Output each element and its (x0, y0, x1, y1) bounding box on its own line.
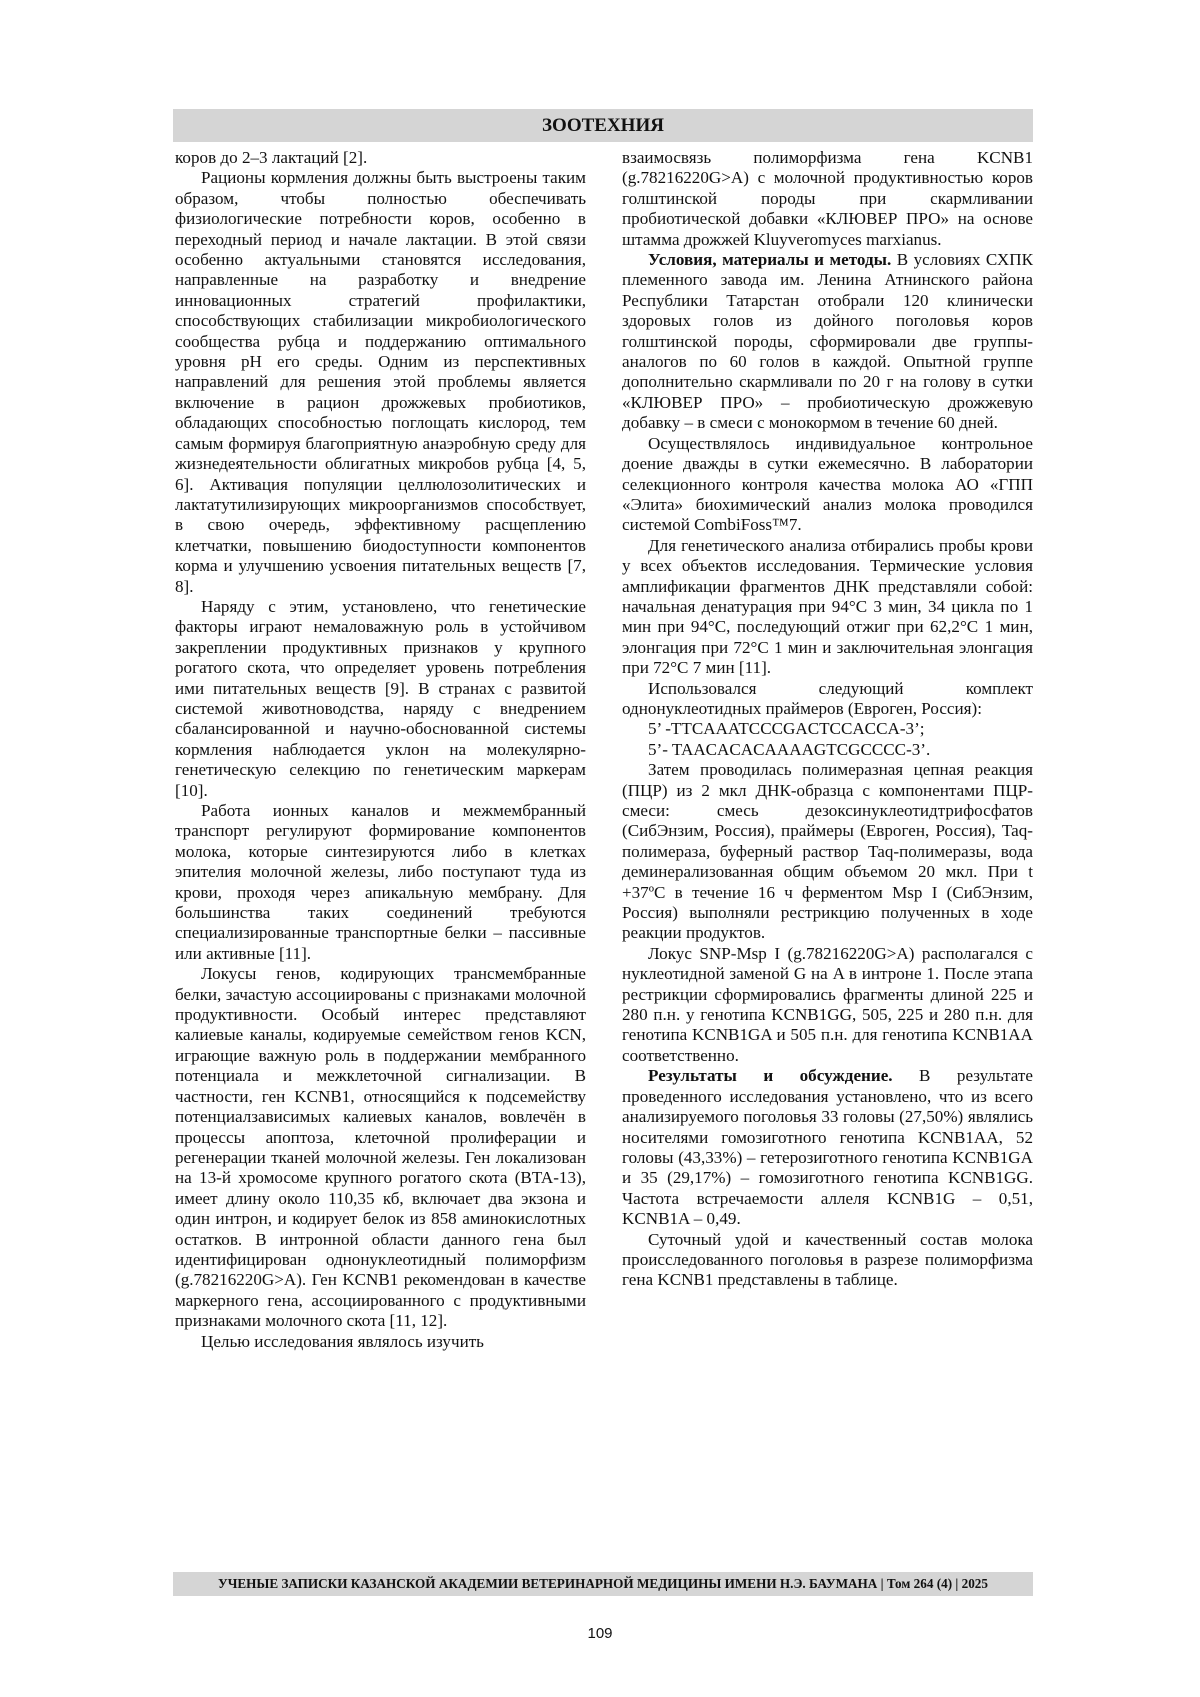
left-column (175, 148, 586, 1352)
journal-line: УЧЕНЫЕ ЗАПИСКИ КАЗАНСКОЙ АКАДЕМИИ ВЕТЕРИНАРНОЙ МЕДИЦИНЫ ИМЕНИ Н.Э. БАУМАНА | Том 264 (4) | 2025 (218, 1576, 988, 1591)
primer-sequence: 5’ -TTCAAATCCCGACTCCACCA-3’; (648, 719, 925, 739)
right-column (622, 148, 1033, 1291)
paragraph: Суточный удой и качественный состав молока происследованного поголовья в разрезе полиморфизма гена KCNB1 представлены в таблице. (622, 1229, 1033, 1290)
section-heading: Условия, материалы и методы. (648, 250, 892, 270)
journal-footer (173, 1572, 1033, 1596)
section-title: ЗООТЕХНИЯ (542, 115, 664, 136)
paragraph: Работа ионных каналов и межмембранный транспорт регулируют формирование компонентов молока, которые синтезируются либо в клетках эпителия молочной железы, либо поступают туда из крови, проходя через апикальную мембрану. Для большинства таких соединений требуются специализированные транспортные белки – пассивные или активные [11]. (175, 801, 586, 963)
section-heading: Результаты и обсуждение. (648, 1066, 893, 1086)
paragraph: Использовался следующий комплект однонуклеотидных праймеров (Евроген, Россия): (622, 678, 1033, 718)
section-header (173, 109, 1033, 142)
paragraph (622, 1066, 1033, 1229)
paragraph: Локусы генов, кодирующих трансмембранные белки, зачастую ассоциированы с признаками молочной продуктивности. Особый интерес представляют калиевые каналы, кодируемые семейством генов KCN, играющие важную роль в поддержании мембранного потенциала и межклеточной сигнализации. В частности, ген KCNB1, относящийся к подсемейству потенциалзависимых калиевых каналов, вовлечён в процессы апоптоза, клеточной пролиферации и регенерации тканей молочной железы. Ген локализован на 13-й хромосоме крупного рогатого скота (BTA-13), имеет длину около 110,35 кб, включает два экзона и один интрон, и кодирует белок из 858 аминокислотных остатков. В интронной области данного гена был идентифицирован однонуклеотидный полиморфизм (g.78216220G>A). Ген KCNB1 рекомендован в качестве маркерного гена, ассоциированного с продуктивными признаками молочного скота [11, 12]. (175, 964, 586, 1331)
page-number: 109 (587, 1625, 613, 1642)
paragraph: Локус SNP-Msp I (g.78216220G>A) располагался с нуклеотидной заменой G на A в интроне 1. После этапа рестрикции сформировались фрагменты длиной 225 и 280 п.н. у генотипа KCNB1GG, 505, 225 и 280 п.н. для генотипа KCNB1GA и 505 п.н. для генотипа KCNB1AA соответственно. (622, 943, 1033, 1065)
paragraph: Затем проводилась полимеразная цепная реакция (ПЦР) из 2 мкл ДНК-образца с компонентами ПЦР-смеси: смесь дезоксинуклеотидтрифосфатов (СибЭнзим, Россия), праймеры (Евроген, Россия), Taq-полимераза, буферный раствор Taq-полимеразы, вода деминерализованная общим объемом 20 мкл. При t +37ºС в течение 16 ч ферментом Msp I (СибЭнзим, Россия) выполняли рестрикцию полученных в ходе реакции продуктов. (622, 760, 1033, 943)
paragraph: Осуществлялось индивидуальное контрольное доение дважды в сутки ежемесячно. В лаборатории селекционного контроля качества молока АО «ГПП «Элита» биохимический анализ молока проводился системой CombiFoss™7. (622, 433, 1033, 535)
paragraph-text: В результате проведенного исследования установлено, что из всего анализируемого поголовья 33 головы (27,50%) являлись носителями гомозиготного генотипа KCNB1AA, 52 головы (43,33%) – гетерозиготного генотипа KCNB1GA и 35 (29,17%) – гомозиготного генотипа KCNB1GG. Частота встречаемости аллеля KCNB1G – 0,51, KCNB1A – 0,49. (622, 1066, 1033, 1229)
paragraph: Целью исследования являлось изучить (201, 1331, 484, 1351)
paragraph-text: В условиях СХПК племенного завода им. Ленина Атнинского района Республики Татарстан отобрали 120 клинически здоровых голов из дойного поголовья коров голштинской породы, сформировали две группы-аналогов по 60 голов в каждой. Опытной группе дополнительно скармливали по 20 г на голову в сутки «КЛЮВЕР ПРО» – пробиотическую дрожжевую добавку – в смеси с монокормом в течение 60 дней. (622, 250, 1033, 433)
paragraph: взаимосвязь полиморфизма гена KCNB1 (g.78216220G>A) с молочной продуктивностью коров голштинской породы при скармливании пробиотической добавки «КЛЮВЕР ПРО» на основе штамма дрожжей Kluyveromyces marxianus. (622, 148, 1033, 249)
paragraph (622, 250, 1033, 434)
paragraph: Для генетического анализа отбирались пробы крови у всех объектов исследования. Термические условия амплификации фрагментов ДНК представляли собой: начальная денатурация при 94°С 3 мин, 34 цикла по 1 мин при 94°С, последующий отжиг при 62,2°С 1 мин, элонгация при 72°С 1 мин и заключительная элонгация при 72°С 7 мин [11]. (622, 535, 1033, 678)
primer-sequence: 5’- TAACACACAAAAGTCGCCCC-3’. (648, 739, 931, 759)
paragraph: Рационы кормления должны быть выстроены таким образом, чтобы полностью обеспечивать физиологические потребности коров, особенно в переходный период и начале лактации. В этой связи особенно актуальными становятся исследования, направленные на разработку и внедрение инновационных стратегий профилактики, способствующих стабилизации микробиологического сообщества рубца и поддержанию оптимального уровня pH его среды. Одним из перспективных направлений для решения этой проблемы является включение в рацион дрожжевых пробиотиков, обладающих способностью поглощать кислород, тем самым формируя благоприятную анаэробную среду для жизнедеятельности облигатных микробов рубца [4, 5, 6]. Активация популяции целлюлозолитических и лактатутилизирующих микроорганизмов способствует, в свою очередь, эффективному расщеплению клетчатки, повышению биодоступности компонентов корма и улучшению усвоения питательных веществ [7, 8]. (175, 168, 586, 596)
paragraph: коров до 2–3 лактаций [2]. (175, 148, 368, 167)
paragraph: Наряду с этим, установлено, что генетические факторы играют немаловажную роль в устойчивом закреплении продуктивных признаков у крупного рогатого скота, что определяет уровень потребления ими питательных веществ [9]. В странах с развитой системой животноводства, наряду с внедрением сбалансированной и научно-обоснованной системы кормления наблюдается уклон на молекулярно-генетическую селекцию по генетическим маркерам [10]. (175, 596, 586, 800)
